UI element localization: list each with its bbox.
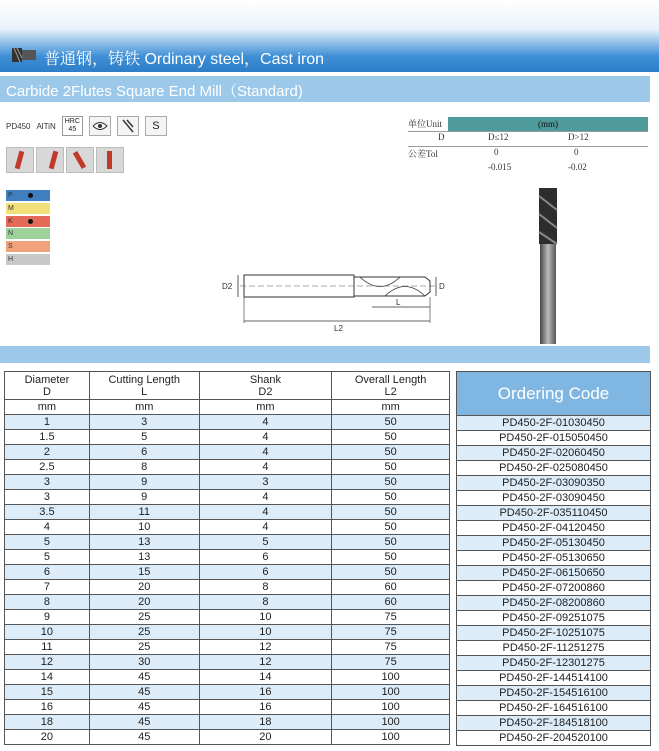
unit-cell: mm [89,400,199,415]
table-row [5,685,450,700]
table-cell: 4 [199,460,332,475]
table-cell: 50 [332,430,450,445]
tolerance-upper-small: 0 [494,147,499,157]
table-cell: 14 [199,670,332,685]
table-row [5,445,450,460]
header-banner [0,0,659,72]
suitability-dot-icon [28,193,33,198]
ordering-code: PD450-2F-01030450 [457,416,651,431]
ordering-code-row [457,686,651,701]
side-milling-icon [36,147,64,173]
table-cell: 4 [5,520,90,535]
table-row [5,490,450,505]
plunging-icon [96,147,124,173]
table-cell: 50 [332,490,450,505]
material-code: S [8,243,13,251]
table-row [5,520,450,535]
table-cell: 10 [199,610,332,625]
table-cell: 2 [5,445,90,460]
ordering-code-row [457,461,651,476]
product-title-bar [0,76,650,102]
table-cell: 8 [89,460,199,475]
ordering-code: PD450-2F-04120450 [457,521,651,536]
ordering-code: PD450-2F-05130450 [457,536,651,551]
ordering-code: PD450-2F-204520100 [457,731,651,746]
ordering-code: PD450-2F-03090450 [457,491,651,506]
table-cell: 6 [199,550,332,565]
table-cell: 45 [89,715,199,730]
ordering-code: PD450-2F-08200860 [457,596,651,611]
material-code: K [8,217,13,225]
ordering-code-row [457,656,651,671]
table-cell: 25 [89,610,199,625]
table-cell: 45 [89,685,199,700]
tolerance-lower-small: -0.015 [488,162,512,172]
table-cell: 3.5 [5,505,90,520]
grade-label: PD450 [6,121,31,131]
table-cell: 3 [5,490,90,505]
table-cell: 4 [199,520,332,535]
table-cell: 11 [5,640,90,655]
table-row [5,595,450,610]
tolerance-d-label: D [438,132,445,142]
table-cell: 50 [332,520,450,535]
tolerance-upper-large: 0 [574,147,579,157]
table-row [5,475,450,490]
table-cell: 15 [5,685,90,700]
table-cell: 50 [332,535,450,550]
spec-icons [6,116,167,136]
ordering-code-row [457,671,651,686]
table-row [5,415,450,430]
ordering-code-row [457,701,651,716]
ordering-code-row [457,581,651,596]
ordering-code: PD450-2F-02060450 [457,446,651,461]
table-cell: 3 [5,475,90,490]
table-cell: 8 [199,580,332,595]
table-cell: 60 [332,595,450,610]
ordering-code: PD450-2F-06150650 [457,566,651,581]
table-cell: 100 [332,685,450,700]
table-row [5,550,450,565]
table-row [5,460,450,475]
material-n [6,228,50,239]
table-cell: 14 [5,670,90,685]
page-title: 普通钢，铸铁 Ordinary steel，Cast iron [44,51,325,68]
ordering-code: PD450-2F-07200860 [457,581,651,596]
column-header [199,372,332,400]
table-cell: 5 [199,535,332,550]
table-cell: 11 [89,505,199,520]
unit-cell: mm [332,400,450,415]
table-row [5,670,450,685]
ordering-code-row [457,446,651,461]
end-mill-drawing [220,265,460,345]
slotting-icon [6,147,34,173]
table-cell: 100 [332,715,450,730]
column-header-name: Overall Length [354,374,427,386]
table-cell: 75 [332,625,450,640]
table-cell: 15 [89,565,199,580]
ordering-code: PD450-2F-015050450 [457,431,651,446]
material-p [6,190,50,201]
section-divider [0,346,650,363]
tolerance-lower-large: -0.02 [568,162,587,172]
unit-label: 单位Unit [408,119,443,129]
ordering-code: PD450-2F-05130650 [457,551,651,566]
table-cell: 8 [199,595,332,610]
coating-label: AlTiN [36,121,56,131]
ordering-code: PD450-2F-164516100 [457,701,651,716]
ordering-code-row [457,521,651,536]
table-cell: 50 [332,445,450,460]
ordering-code: PD450-2F-035110450 [457,506,651,521]
drawing-d2-label: D2 [222,282,233,291]
ordering-code-row [457,611,651,626]
table-cell: 75 [332,655,450,670]
material-code: N [8,230,14,238]
unit-value: (mm) [448,117,648,131]
table-cell: 18 [199,715,332,730]
table-cell: 12 [5,655,90,670]
table-row [5,610,450,625]
flute-geometry-icon [117,116,139,136]
table-cell: 6 [5,565,90,580]
table-cell: 45 [89,730,199,745]
table-cell: 50 [332,550,450,565]
table-cell: 100 [332,670,450,685]
table-cell: 4 [199,505,332,520]
ordering-code-row [457,626,651,641]
material-code: M [8,204,14,212]
table-row [5,730,450,745]
product-title: Carbide 2Flutes Square End Mill（Standard) [6,83,303,100]
table-cell: 9 [5,610,90,625]
ordering-code: PD450-2F-144514100 [457,671,651,686]
ordering-code-table [456,371,651,746]
table-cell: 13 [89,535,199,550]
table-cell: 10 [199,625,332,640]
table-cell: 25 [89,640,199,655]
table-cell: 50 [332,460,450,475]
table-cell: 5 [5,535,90,550]
table-cell: 9 [89,490,199,505]
ordering-code-row [457,566,651,581]
material-code: P [8,192,13,199]
table-cell: 3 [199,475,332,490]
ordering-code-row [457,416,651,431]
table-cell: 75 [332,610,450,625]
table-cell: 20 [89,580,199,595]
table-row [5,580,450,595]
operation-icons [6,147,124,173]
ordering-code-row [457,731,651,746]
ordering-code: PD450-2F-10251075 [457,626,651,641]
ordering-code-header: Ordering Code [457,372,651,416]
table-row [5,715,450,730]
drawing-d-label: D [439,282,445,291]
tolerance-col-small: D≤12 [488,132,509,142]
table-cell: 6 [199,565,332,580]
ordering-code-row [457,551,651,566]
hrc-label: HRC [64,118,80,125]
ordering-code-row [457,596,651,611]
table-cell: 50 [332,505,450,520]
drawing-l-label: L [396,298,401,307]
column-header-name: Shank [249,374,282,386]
table-cell: 20 [89,595,199,610]
hrc-badge [62,116,83,136]
table-row [5,565,450,580]
table-row [5,640,450,655]
table-cell: 13 [89,550,199,565]
end-mill-logo-icon [10,44,38,66]
table-cell: 16 [199,700,332,715]
suitability-dot-icon [28,219,33,224]
material-s [6,241,50,252]
ordering-code-row [457,431,651,446]
table-row [5,625,450,640]
table-cell: 12 [199,655,332,670]
material-code: H [8,256,14,263]
column-header-symbol: L2 [384,386,397,398]
column-header-symbol: D [42,386,51,398]
table-cell: 75 [332,640,450,655]
table-cell: 25 [89,625,199,640]
table-cell: 20 [5,730,90,745]
shank-type-icon: S [145,116,167,136]
ordering-code-row [457,506,651,521]
ordering-code: PD450-2F-184518100 [457,716,651,731]
table-cell: 3 [89,415,199,430]
column-header-name: Diameter [24,374,70,386]
table-cell: 45 [89,670,199,685]
table-cell: 100 [332,730,450,745]
table-cell: 2.5 [5,460,90,475]
table-cell: 7 [5,580,90,595]
table-cell: 50 [332,475,450,490]
unit-cell: mm [5,400,90,415]
ordering-code-row [457,536,651,551]
column-header-symbol: D2 [258,386,273,398]
ordering-code-row [457,716,651,731]
table-row [5,655,450,670]
table-cell: 5 [89,430,199,445]
table-cell: 1 [5,415,90,430]
table-cell: 50 [332,565,450,580]
table-cell: 60 [332,580,450,595]
drawing-l2-label: L2 [334,324,343,333]
hrc-value: 45 [68,126,77,133]
table-cell: 100 [332,700,450,715]
ordering-code: PD450-2F-11251275 [457,641,651,656]
tolerance-col-large: D>12 [568,132,589,142]
material-h [6,254,50,265]
dimensions-table [4,371,450,745]
end-mill-photo [533,188,563,346]
table-row [5,505,450,520]
column-header [89,372,199,400]
table-cell: 8 [5,595,90,610]
table-cell: 4 [199,490,332,505]
ordering-code: PD450-2F-09251075 [457,611,651,626]
helix-angle-icon [89,116,111,136]
ordering-code: PD450-2F-12301275 [457,656,651,671]
table-cell: 4 [199,415,332,430]
ordering-code-row [457,641,651,656]
table-cell: 50 [332,415,450,430]
column-header-symbol: L [141,386,148,398]
table-row [5,430,450,445]
ordering-code: PD450-2F-154516100 [457,686,651,701]
table-cell: 1.5 [5,430,90,445]
table-cell: 16 [199,685,332,700]
unit-cell: mm [199,400,332,415]
table-cell: 4 [199,430,332,445]
table-cell: 9 [89,475,199,490]
table-cell: 6 [89,445,199,460]
ordering-code: PD450-2F-03090350 [457,476,651,491]
table-row [5,700,450,715]
table-cell: 12 [199,640,332,655]
table-cell: 30 [89,655,199,670]
material-m [6,203,50,214]
table-cell: 4 [199,445,332,460]
material-k [6,216,50,227]
ordering-code-row [457,476,651,491]
table-cell: 10 [89,520,199,535]
table-cell: 20 [199,730,332,745]
column-header-name: Cutting Length [108,374,180,386]
ordering-code-row [457,491,651,506]
table-cell: 16 [5,700,90,715]
table-cell: 45 [89,700,199,715]
column-header [5,372,90,400]
table-row [5,535,450,550]
table-cell: 5 [5,550,90,565]
table-cell: 18 [5,715,90,730]
ordering-code: PD450-2F-025080450 [457,461,651,476]
tolerance-label: 公差Tol [408,149,438,159]
column-header [332,372,450,400]
table-cell: 10 [5,625,90,640]
ramping-icon [66,147,94,173]
